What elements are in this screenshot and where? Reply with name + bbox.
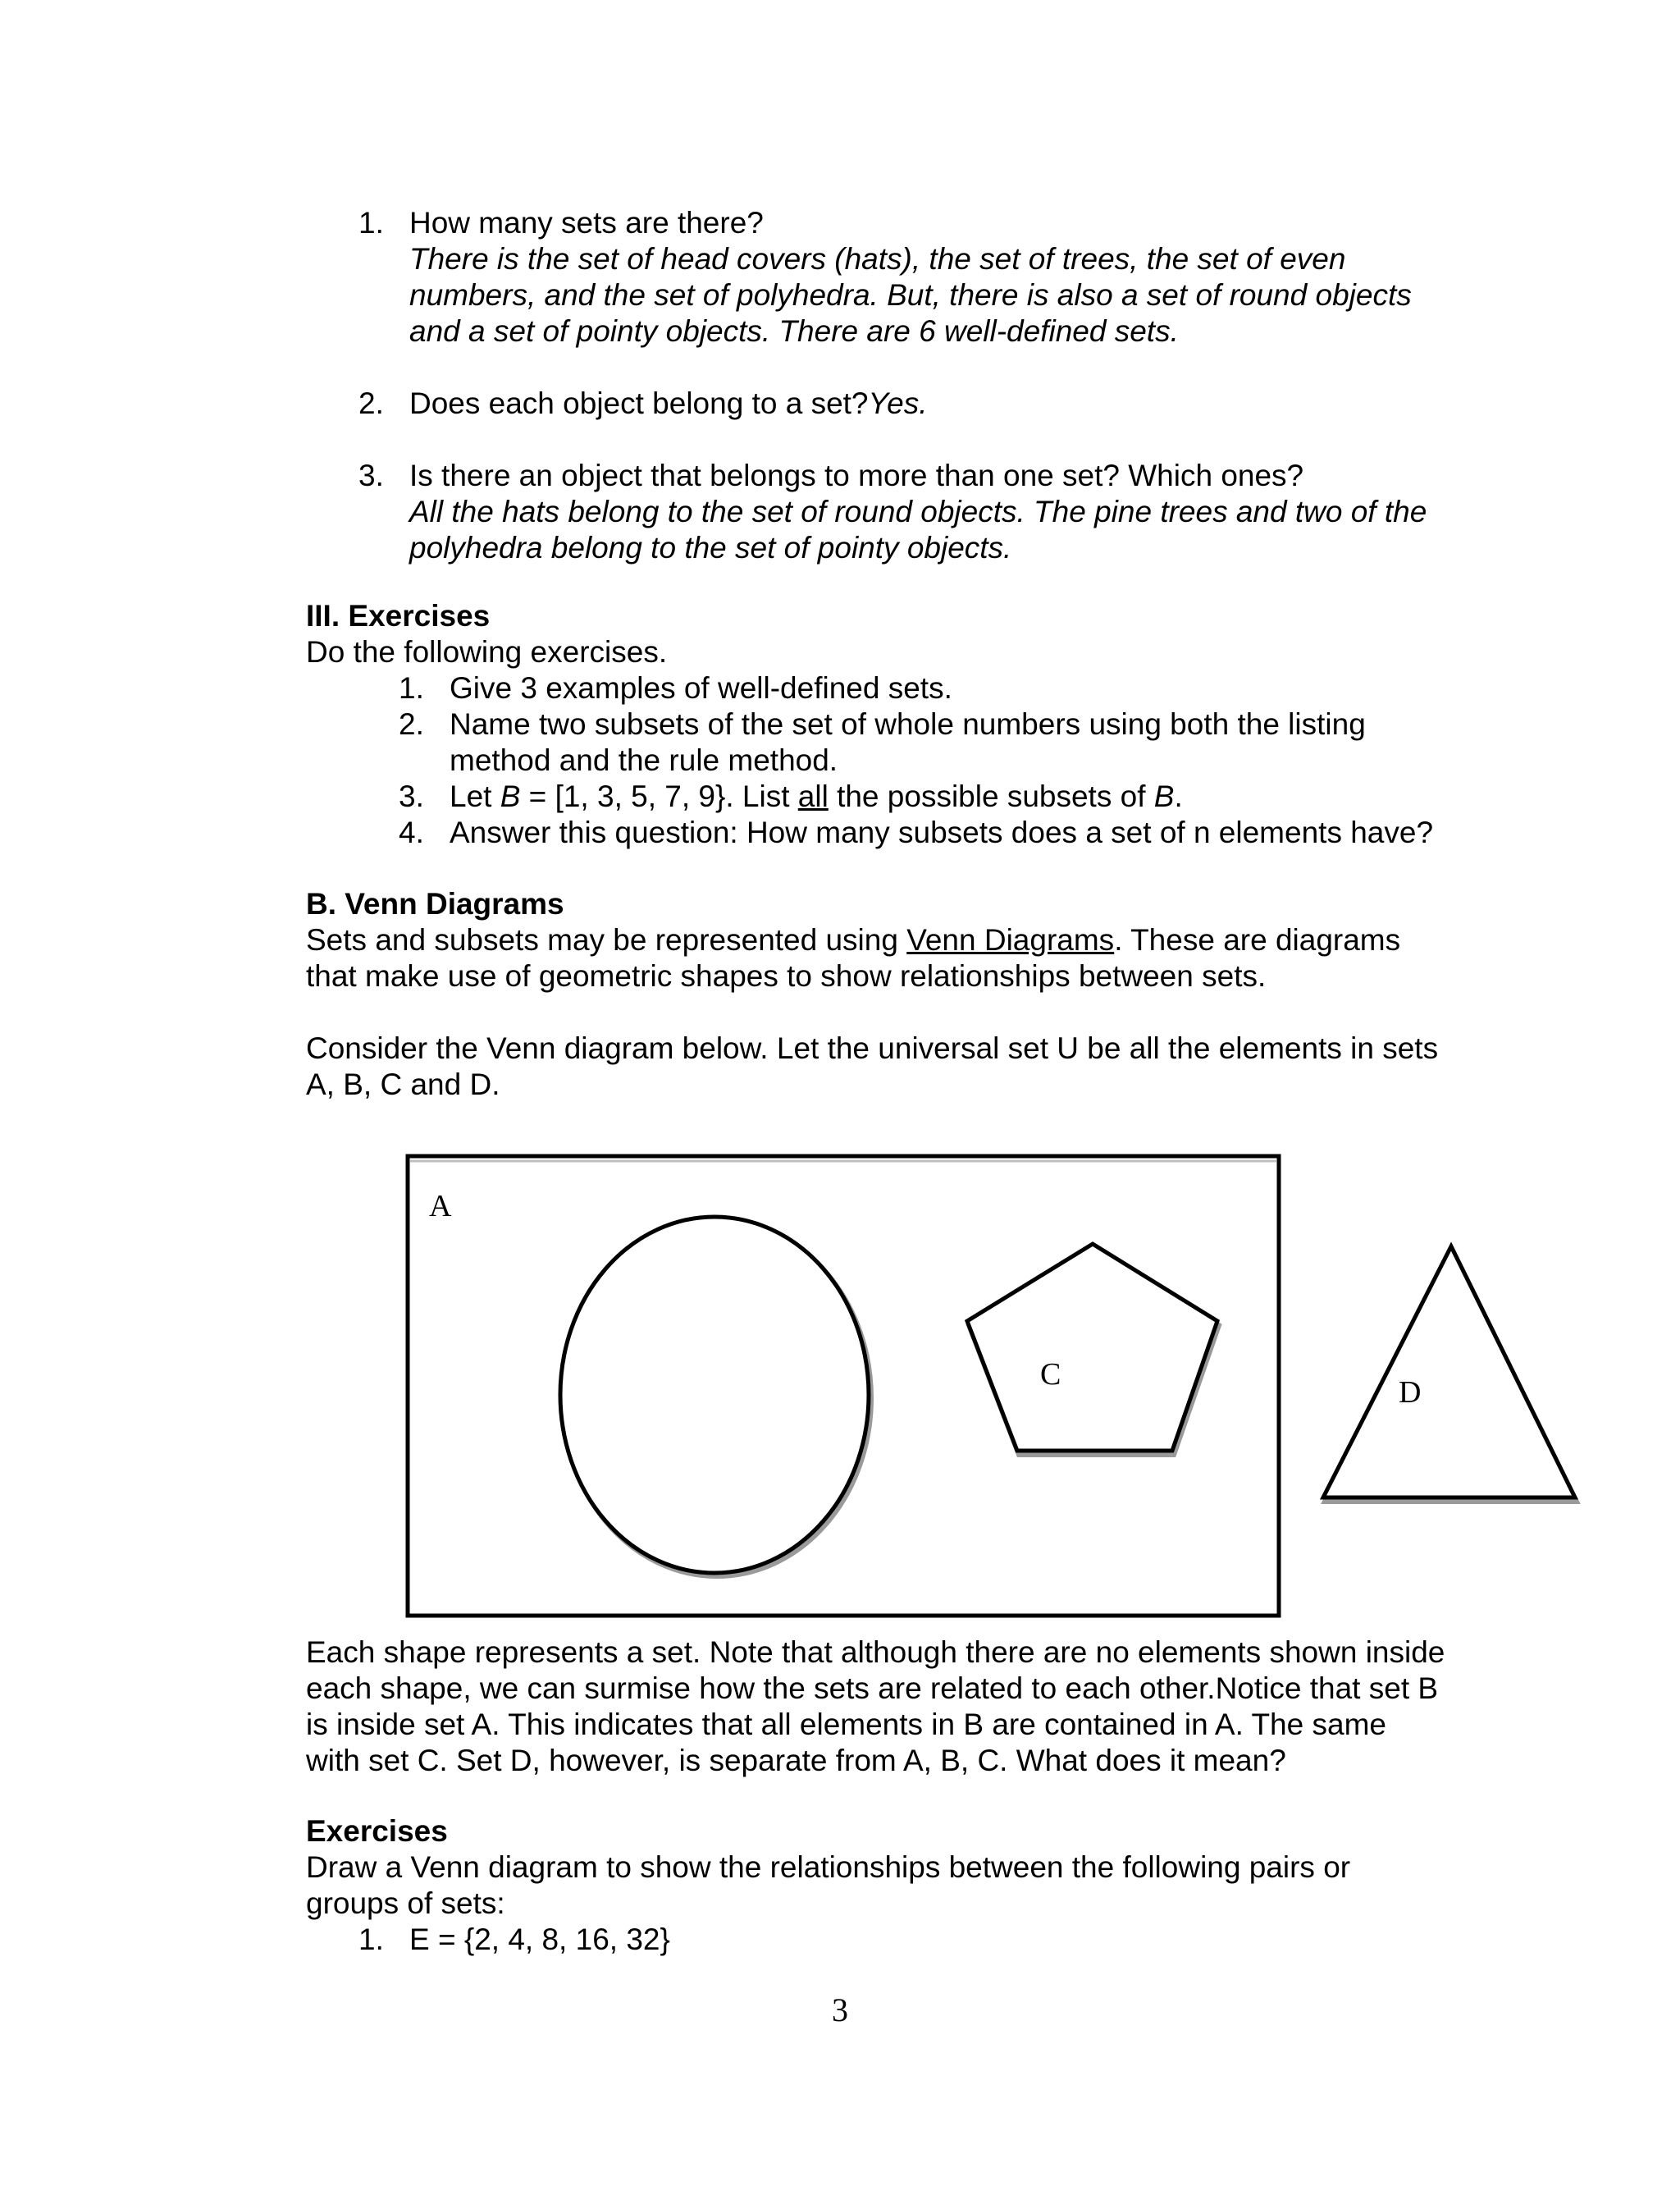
exercises-section [306, 598, 1495, 851]
paragraph-text: . These are diagrams [1114, 923, 1401, 957]
item-text: method and the rule method. [450, 743, 838, 777]
exercise-list [306, 670, 1495, 851]
answer-line: and a set of pointy objects. There are 6 well-defined sets. [409, 314, 1179, 348]
set-variable: B [500, 780, 521, 813]
item-text: . [1174, 780, 1183, 813]
set-variable: B [1153, 780, 1175, 813]
question-number: 2. [358, 386, 384, 420]
set-a-label: A [429, 1189, 452, 1223]
exercise-item-3 [399, 779, 1495, 815]
question-item-3 [358, 458, 1491, 566]
paragraph-text: is inside set A. This indicates that all elements in B are contained in A. The same [306, 1708, 1386, 1741]
paragraph [306, 922, 1495, 958]
item-number: 4. [399, 816, 424, 849]
question-number: 3. [358, 459, 384, 492]
question-item-1 [358, 205, 1491, 350]
item-text: Answer this question: How many subsets does a set of n elements have? [450, 816, 1434, 849]
section-intro: Do the following exercises. [306, 635, 668, 669]
section-heading: B. Venn Diagrams [306, 887, 564, 921]
item-number: 1. [358, 1923, 384, 1956]
item-text: = [1, 3, 5, 7, 9}. List [520, 780, 798, 813]
item-text: E = {2, 4, 8, 16, 32} [409, 1923, 670, 1956]
question-text: Is there an object that belongs to more than one set? Which ones? [409, 459, 1304, 492]
section-heading: III. Exercises [306, 599, 491, 633]
question-text: How many sets are there? [409, 206, 764, 240]
paragraph-text: A, B, C and D. [306, 1068, 500, 1101]
underlined-word: all [797, 780, 829, 813]
answer-line: There is the set of head covers (hats), the set of trees, the set of even [409, 242, 1346, 276]
paragraph-text: Each shape represents a set. Note that although there are no elements shown inside [306, 1635, 1445, 1669]
set-c-label: C [1040, 1357, 1061, 1392]
paragraph-text: with set C. Set D, however, is separate from A, B, C. What does it mean? [306, 1744, 1286, 1777]
paragraph-text: that make use of geometric shapes to show relationships between sets. [306, 959, 1267, 993]
item-text: Let [450, 780, 500, 813]
item-text: Give 3 examples of well-defined sets. [450, 671, 952, 705]
answer-line: All the hats belong to the set of round objects. The pine trees and two of the [409, 495, 1427, 528]
set-d-triangle [1323, 1246, 1575, 1497]
set-b-ellipse [560, 1217, 869, 1573]
diagram-explanation [306, 1634, 1495, 1779]
question-list [358, 205, 1491, 602]
paragraph-text: Consider the Venn diagram below. Let the universal set U be all the elements in sets [306, 1031, 1439, 1065]
exercise-item-4 [399, 815, 1495, 851]
item-number: 1. [399, 671, 424, 705]
exercise-item-1 [399, 670, 1495, 706]
paragraph-text: Draw a Venn diagram to show the relationships between the following pairs or [306, 1850, 1351, 1884]
item-text: the possible subsets of [828, 780, 1154, 813]
item-number: 3. [399, 780, 424, 813]
exercise-item-1 [358, 1922, 1495, 1958]
page-number: 3 [832, 1991, 848, 2028]
venn-diagram [402, 1145, 1591, 1621]
paragraph-text: groups of sets: [306, 1886, 505, 1920]
answer-line: polyhedra belong to the set of pointy objects. [409, 531, 1012, 565]
question-text: Does each object belong to a set? [409, 386, 869, 420]
set-d-label: D [1399, 1375, 1422, 1410]
question-item-2 [358, 386, 1491, 422]
question-number: 1. [358, 206, 384, 240]
final-exercises-section [306, 1813, 1495, 1958]
paragraph-text: each shape, we can surmise how the sets are related to each other.Notice that set B [306, 1671, 1439, 1705]
venn-section [306, 886, 1495, 1103]
paragraph-text: Sets and subsets may be represented using [306, 923, 907, 957]
exercise-list [306, 1922, 1495, 1958]
answer-line: numbers, and the set of polyhedra. But, there is also a set of round objects [409, 278, 1412, 312]
section-heading: Exercises [306, 1814, 448, 1848]
term-venn-diagrams: Venn Diagrams [906, 923, 1115, 957]
inline-answer: Yes. [868, 386, 928, 420]
item-text: Name two subsets of the set of whole numbers using both the listing [450, 707, 1366, 741]
item-number: 2. [399, 707, 424, 741]
exercise-item-2 [399, 706, 1495, 779]
